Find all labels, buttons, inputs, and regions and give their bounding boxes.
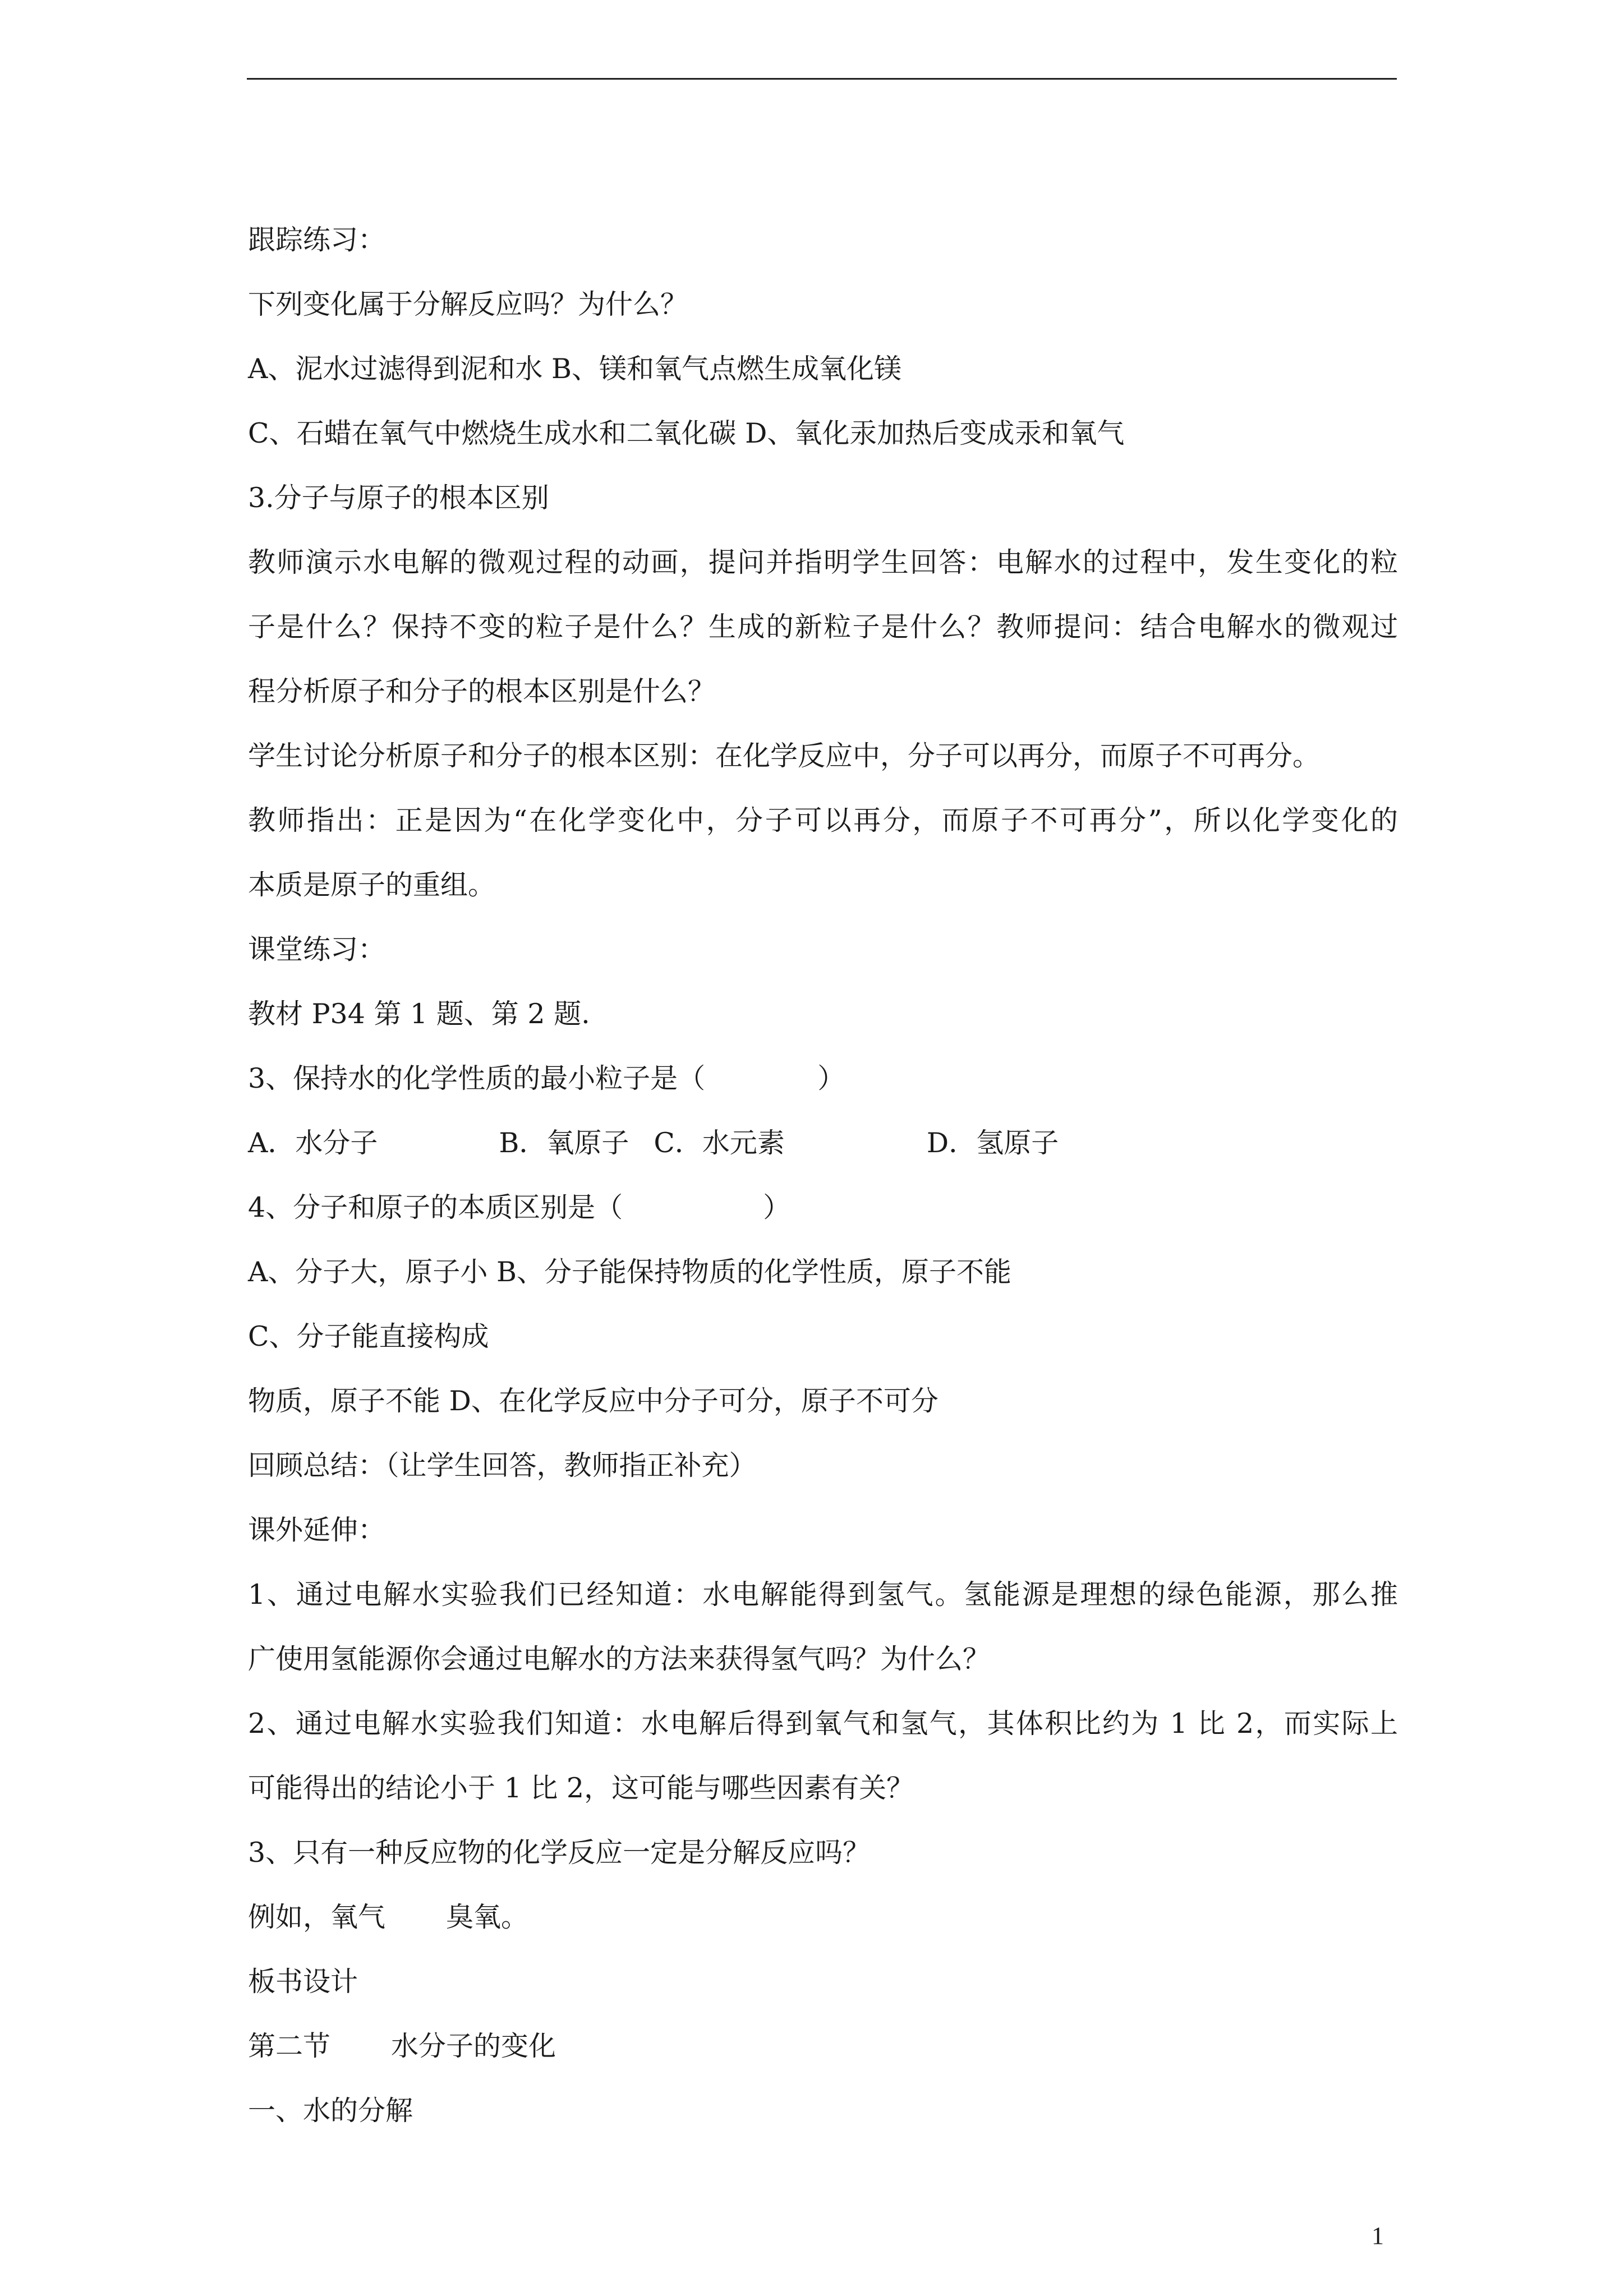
paragraph-line: 教师指出：正是因为“在化学变化中，分子可以再分，而原子不可再分”，所以化学变化的 <box>248 804 1398 836</box>
paragraph-line: 广使用氢能源你会通过电解水的方法来获得氢气吗？为什么？ <box>248 1643 991 1675</box>
option-b: B．氧原子 <box>499 1127 629 1159</box>
option-a: A．水分子 <box>248 1127 378 1159</box>
paragraph-line: A、分子大，原子小 B、分子能保持物质的化学性质，原子不能 <box>248 1256 1011 1288</box>
options-line <box>248 1111 1398 1175</box>
option-d: D．氢原子 <box>926 1127 1059 1159</box>
paragraph-line: A、泥水过滤得到泥和水 B、镁和氧气点燃生成氧化镁 <box>248 353 901 385</box>
question-bracket: ） <box>763 1191 791 1223</box>
paragraph-line: 3、只有一种反应物的化学反应一定是分解反应吗？ <box>248 1837 871 1869</box>
board-section-title <box>248 2014 1398 2078</box>
question-bracket: ） <box>817 1062 845 1094</box>
example-oxygen: 例如，氧气 <box>248 1901 386 1933</box>
paragraph-line: 本质是原子的重组。 <box>248 869 496 901</box>
paragraph-line: 可能得出的结论小于 1 比 2，这可能与哪些因素有关？ <box>248 1772 914 1804</box>
section-heading: 3.分子与原子的根本区别 <box>248 482 549 514</box>
paragraph-line: 教师演示水电解的微观过程的动画，提问并指明学生回答：电解水的过程中，发生变化的粒 <box>248 546 1398 578</box>
paragraph-line: C、分子能直接构成 <box>248 1320 489 1352</box>
paragraph-line: 学生讨论分析原子和分子的根本区别：在化学反应中，分子可以再分，而原子不可再分。 <box>248 740 1321 772</box>
heading-tracking-exercise: 跟踪练习： <box>248 224 386 256</box>
paragraph-line: 子是什么？保持不变的粒子是什么？生成的新粒子是什么？教师提问：结合电解水的微观过 <box>248 611 1398 643</box>
question-text: 4、分子和原子的本质区别是（ <box>248 1191 623 1223</box>
section-number: 第二节 <box>248 2030 331 2062</box>
paragraph-line: 下列变化属于分解反应吗？为什么？ <box>248 288 688 320</box>
example-line <box>248 1885 1398 1949</box>
paragraph-line: 物质，原子不能 D、在化学反应中分子可分，原子不可分 <box>248 1385 938 1417</box>
paragraph-line: 回顾总结：（让学生回答，教师指正补充） <box>248 1450 757 1481</box>
document-body <box>248 208 1398 2143</box>
paragraph-line: 2、通过电解水实验我们知道：水电解后得到氧气和氢气，其体积比约为 1 比 2，而实际上 <box>248 1708 1398 1740</box>
question-line <box>248 1175 1398 1240</box>
paragraph-line: 一、水的分解 <box>248 2095 413 2127</box>
paragraph-line: 教材 P34 第 1 题、第 2 题. <box>248 998 590 1030</box>
heading-class-exercise: 课堂练习： <box>248 933 386 965</box>
page-number: 1 <box>1372 2222 1384 2249</box>
question-line <box>248 1046 1398 1111</box>
question-text: 3、保持水的化学性质的最小粒子是（ <box>248 1062 706 1094</box>
option-c: C．水元素 <box>654 1127 785 1159</box>
header-rule <box>247 78 1397 80</box>
section-name: 水分子的变化 <box>391 2030 556 2062</box>
paragraph-line: 程分析原子和分子的根本区别是什么？ <box>248 675 716 707</box>
paragraph-line: 1、通过电解水实验我们已经知道：水电解能得到氢气。氢能源是理想的绿色能源，那么推 <box>248 1579 1398 1611</box>
paragraph-line: C、石蜡在氧气中燃烧生成水和二氧化碳 D、氧化汞加热后变成汞和氧气 <box>248 417 1125 449</box>
example-ozone: 臭氧。 <box>446 1901 529 1933</box>
heading-extension: 课外延伸： <box>248 1514 386 1546</box>
heading-board-design: 板书设计 <box>248 1966 358 1998</box>
